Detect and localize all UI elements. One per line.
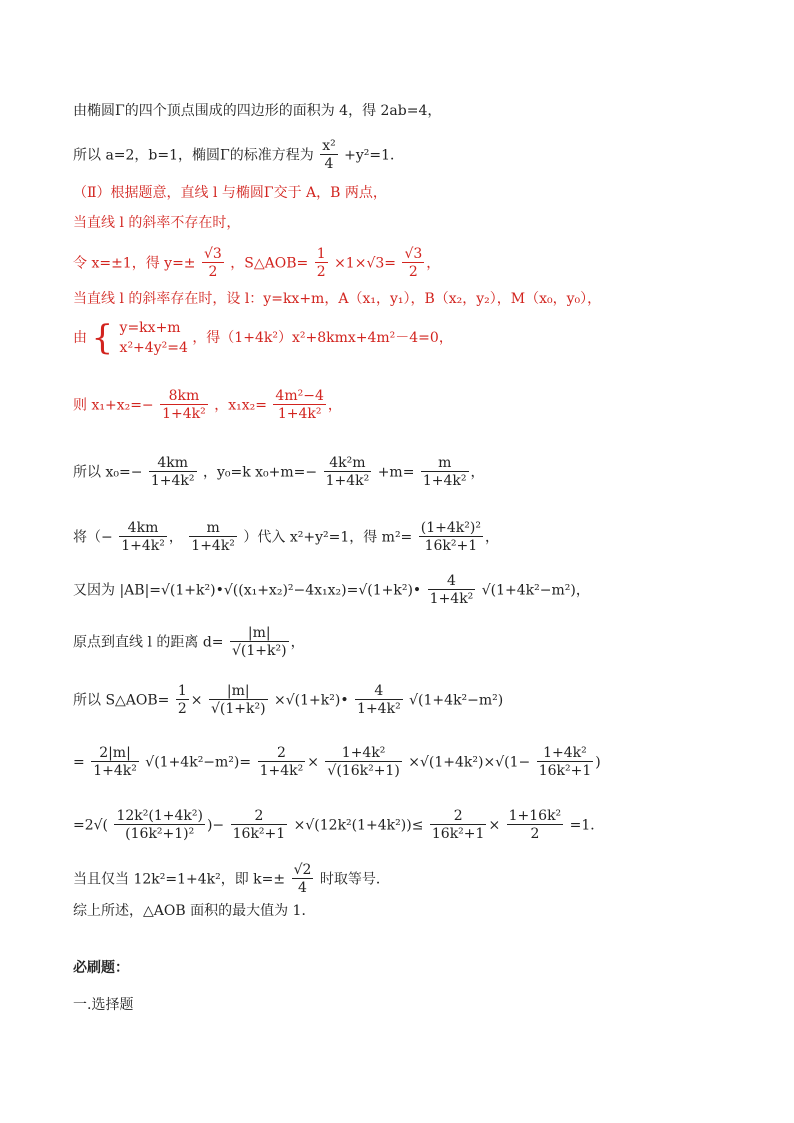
text-line: 又因为 |AB|=√(1+k²)•√((x₁+x₂)²−4x₁x₂)=√(1+k²)• $\frac{4}{\text{1+4k²}}$ √(1+4k²−m²)， bbox=[73, 573, 590, 607]
text-line: 由 { y=kx+m x²+4y²=4 ，得（1+4k²）x²+8kmx+4m²－4=0， bbox=[73, 318, 453, 358]
text-line: （Ⅱ）根据题意，直线 l 与椭圆Γ交于 A，B 两点， bbox=[73, 185, 387, 201]
text-line: 所以 S△AOB= $\frac{1}{2}$ × $\frac{|m|}{\text{√(1+k²)}}$ ×√(1+k²)• $\frac{4}{\text{1+4k²}}$ √(1+4k²−m²) bbox=[73, 683, 504, 717]
text-line: 令 x=±1，得 y=± $\frac{√3}{2}$ ，S△AOB= $\frac{1}{2}$ ×1×√3= $\frac{√3}{2}$ ， bbox=[73, 246, 441, 280]
text-line: 所以 a=2，b=1，椭圆Γ的标准方程为 $\frac{\text{x²}}{4}$ +y²=1． bbox=[73, 138, 405, 172]
text-line: 当直线 l 的斜率存在时，设 l：y=kx+m，A（x₁，y₁），B（x₂，y₂），M（x₀，y₀）， bbox=[73, 291, 602, 307]
text-line: 当直线 l 的斜率不存在时， bbox=[73, 215, 241, 231]
text-line: 则 x₁+x₂=− $\frac{8km}{\text{1+4k²}}$ ，x₁x₂= $\frac{\text{4m²−4}}{\text{1+4k²}}$ ， bbox=[73, 388, 342, 422]
section-title: 一.选择题 bbox=[73, 997, 134, 1013]
text-line: 当且仅当 12k²=1+4k²，即 k=± $\frac{√2}{4}$ 时取等号． bbox=[73, 862, 390, 896]
fraction: $\frac{\text{x²}}{4}$ bbox=[322, 138, 336, 172]
text-line: = $\frac{2|m|}{\text{1+4k²}}$ √(1+4k²−m²)= $\frac{2}{\text{1+4k²}}$ × $\frac{\text{1+4k²}}{\text{√(16k²+1)}}$ ×√(1+4k²)×√(1− $\frac{\text{1+4k²}}{\text{16k²+1}}$ ) bbox=[73, 745, 601, 779]
text-line: 原点到直线 l 的距离 d= $\frac{|m|}{\text{√(1+k²)}}$ ， bbox=[73, 625, 305, 659]
text-line: =2√( $\frac{\text{12k²(1+4k²)}}{\text{(16k²+1)²}}$ )− $\frac{2}{\text{16k²+1}}$ ×√(12k²(1+4k²))≤ $\frac{2}{\text{16k²+1}}$ × $\frac{\text{1+16k²}}{2}$ =1． bbox=[73, 808, 605, 842]
text-line: 由椭圆Γ的四个顶点围成的四边形的面积为 4，得 2ab=4， bbox=[73, 103, 442, 119]
text-line: 将（− $\frac{4km}{\text{1+4k²}}$ ， $\frac{m}{\text{1+4k²}}$ ）代入 x²+y²=1，得 m²= $\frac{\text{(1+4k²)²}}{\text{16k²+1}}$ ， bbox=[73, 520, 499, 554]
section-title: 必刷题： bbox=[73, 960, 129, 976]
text-line: 所以 x₀=− $\frac{4km}{\text{1+4k²}}$ ，y₀=k x₀+m=− $\frac{\text{4k²m}}{\text{1+4k²}}$ +m= $\frac{m}{\text{1+4k²}}$ ， bbox=[73, 455, 485, 489]
text-line: 综上所述，△AOB 面积的最大值为 1． bbox=[73, 903, 316, 919]
